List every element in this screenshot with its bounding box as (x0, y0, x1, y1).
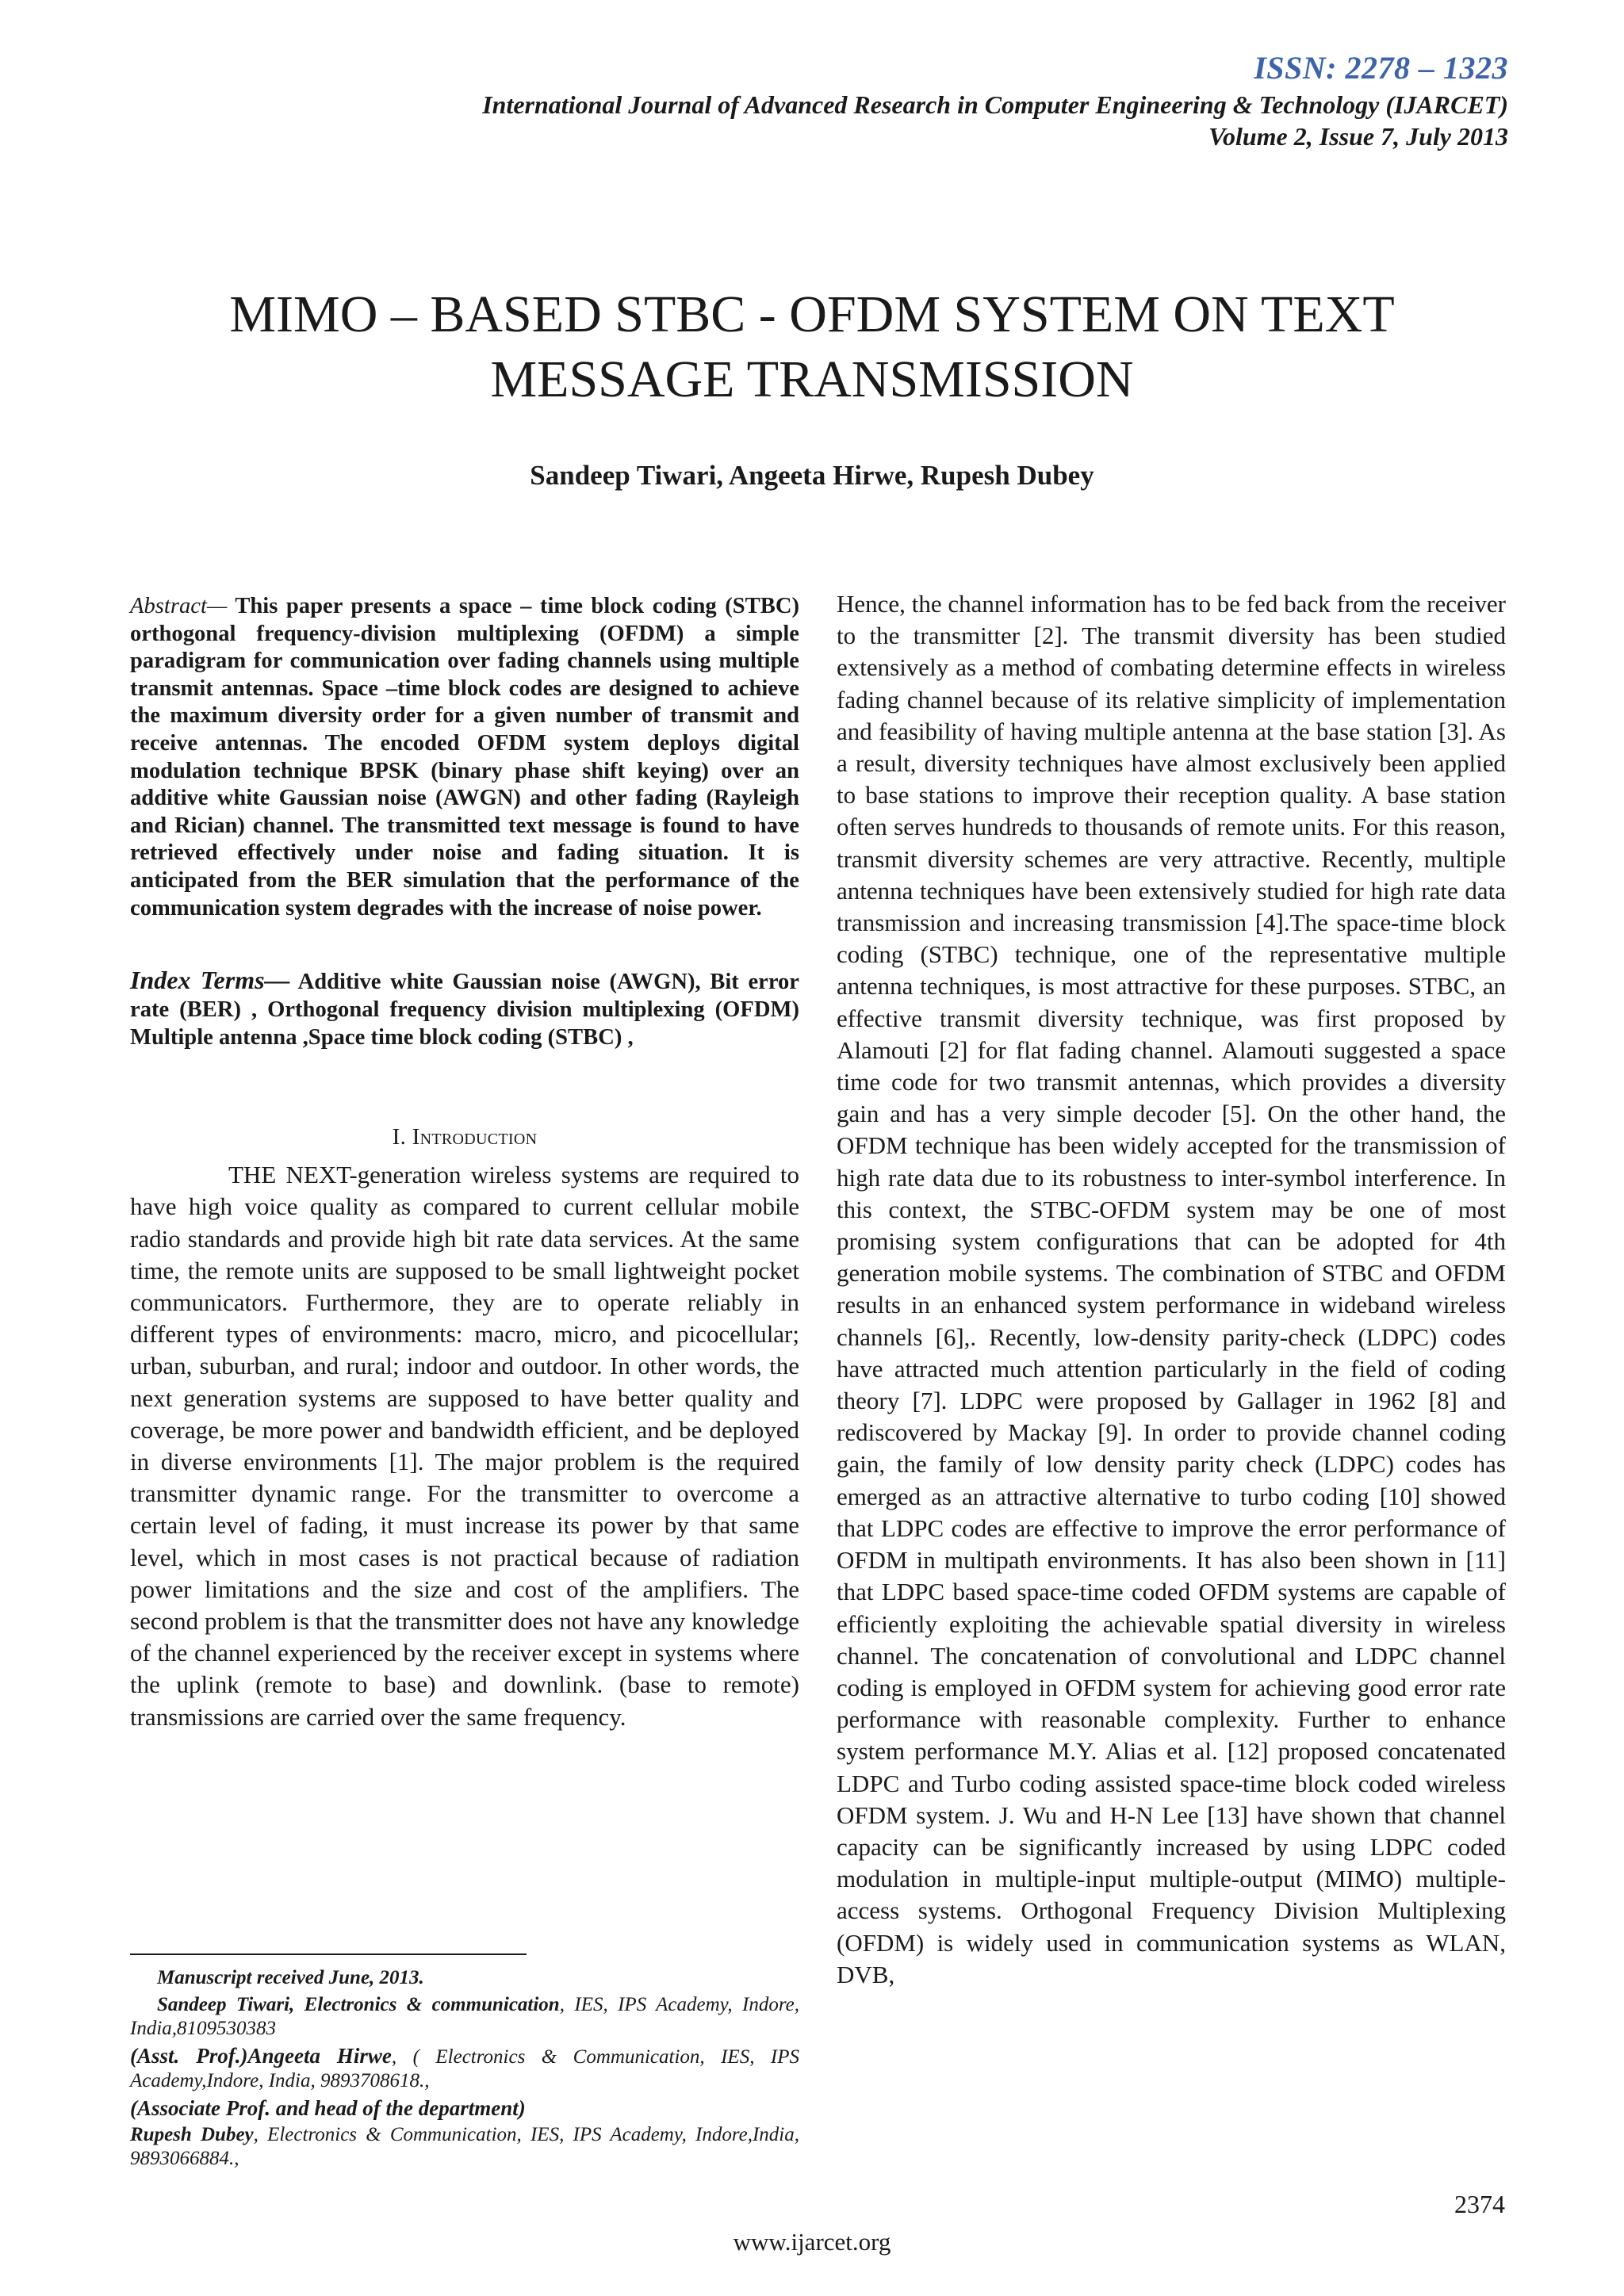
footnote-author-2 (130, 2044, 799, 2093)
header-issn: ISSN: 2278 – 1323 (1254, 50, 1508, 86)
header-journal-name: International Journal of Advanced Research in Computer Engineering & Technology (IJARCET) (482, 90, 1508, 119)
right-column-paragraph: Hence, the channel information has to be fed back from the receiver to the transmitter [2]. The transmit diversity has been studied extensively as a method of combating determine effects in wireless fading channel because of its relative simplicity of implementation and feasibility of having multiple antenna at the base station [3]. As a result, diversity techniques have almost exclusively been applied to base stations to improve their reception quality. A base station often serves hundreds to thousands of remote units. For this reason, transmit diversity schemes are very attractive. Recently, multiple antenna techniques have been extensively studied for high rate data transmission and increasing transmission [4].The space-time block coding (STBC) technique, one of the representative multiple antenna techniques, is most attractive for these purposes. STBC, an effective transmit diversity technique, was first proposed by Alamouti [2] for flat fading channel. Alamouti suggested a space time code for two transmit antennas, which provides a diversity gain and has a very simple decoder [5]. On the other hand, the OFDM technique has been widely accepted for the transmission of high rate data due to its robustness to inter-symbol interference. In this context, the STBC-OFDM system may be one of most promising system configurations that can be adopted for 4th generation mobile systems. The combination of STBC and OFDM results in an enhanced system performance in wideband wireless channels [6],. Recently, low-density parity-check (LDPC) codes have attracted much attention particularly in the field of coding theory [7]. LDPC were proposed by Gallager in 1962 [8] and rediscovered by Mackay [9]. In order to provide channel coding gain, the family of low density parity check (LDPC) codes has emerged as an attractive alternative to turbo coding [10] showed that LDPC codes are effective to improve the error performance of OFDM in multipath environments. It has also been shown in [11] that LDPC based space-time coded OFDM systems are capable of efficiently exploiting the achievable spatial diversity in wireless channel. The concatenation of convolutional and LDPC channel coding is employed in OFDM system for achieving good error rate performance with reasonable complexity. Further to enhance system performance M.Y. Alias et al. [12] proposed concatenated LDPC and Turbo coding assisted space-time block coded wireless OFDM system. J. Wu and H-N Lee [13] have shown that channel capacity can be significantly increased by using LDPC coded modulation in multiple-input multiple-output (MIMO) multiple-access systems. Orthogonal Frequency Division Multiplexing (OFDM) is widely used in communication systems as WLAN, DVB, (837, 590, 1506, 1988)
index-terms-text: Additive white Gaussian noise (AWGN), Bit error rate (BER) , Orthogonal frequency division multiplexing (OFDM) Multiple antenna ,Space time block coding (STBC) , (130, 970, 799, 1050)
introduction-paragraph: THE NEXT-generation wireless systems are required to have high voice quality as compared to current cellular mobile radio standards and provide high bit rate data services. At the same time, the remote units are supposed to be small lightweight pocket communicators. Furthermore, they are to operate reliably in different types of environments: macro, micro, and picocellular; urban, suburban, and rural; indoor and outdoor. In other words, the next generation systems are supposed to have better quality and coverage, be more power and bandwidth efficient, and be deployed in diverse environments [1]. The major problem is the required transmitter dynamic range. For the transmitter to overcome a certain level of fading, it must increase its power by that same level, which in most cases is not practical because of radiation power limitations and the size and cost of the amplifiers. The second problem is that the transmitter does not have any knowledge of the channel experienced by the receiver except in systems where the uplink (remote to base) and downlink. (base to remote) transmissions are carried over the same frequency. (130, 1161, 799, 1731)
index-terms (130, 966, 799, 1051)
paper-title-line-2: MESSAGE TRANSMISSION (490, 350, 1134, 409)
abstract-text: This paper presents a space – time block coding (STBC) orthogonal frequency-division multiplexing (OFDM) a simple paradigram for communication over fading channels using multiple transmit antennas. Space –time block codes are designed to achieve the maximum diversity order for a given number of transmit and receive antennas. The encoded OFDM system deploys digital modulation technique BPSK (binary phase shift keying) over an additive white Gaussian noise (AWGN) and other fading (Rayleigh and Rician) channel. The transmitted text message is found to have retrieved effectively under noise and fading situation. It is anticipated from the BER simulation that the performance of the communication system degrades with the increase of noise power. (130, 594, 799, 920)
footnotes (130, 1966, 799, 2174)
section-title: Introduction (412, 1124, 538, 1150)
author-list: Sandeep Tiwari, Angeeta Hirwe, Rupesh Dubey (530, 460, 1094, 491)
footnote-author-3-role: (Associate Prof. and head of the department) (130, 2096, 526, 2120)
footnote-author-1-name: Sandeep Tiwari, Electronics & communication (157, 1994, 560, 2015)
abstract (130, 593, 799, 922)
section-heading-introduction (130, 1121, 799, 1153)
abstract-label: Abstract— (130, 594, 228, 618)
left-column (130, 593, 799, 1733)
footnote-author-1 (130, 1993, 799, 2041)
footnote-author-3-name: Rupesh Dubey (130, 2124, 254, 2145)
page-number: 2374 (1454, 2190, 1505, 2218)
paper-title (159, 282, 1465, 412)
footnote-divider (130, 1954, 527, 1955)
right-column (837, 590, 1506, 1991)
section-numeral: I. (392, 1124, 407, 1150)
index-terms-label: Index Terms— (130, 966, 290, 995)
footnote-author-2-details: , ( Electronics & Communication, IES, IPS Academy,Indore, India, 9893708618., (130, 2046, 799, 2091)
footnote-author-1-details: , IES, IPS Academy, Indore, India,8109530383 (130, 1994, 799, 2039)
header-volume-issue: Volume 2, Issue 7, July 2013 (1208, 122, 1508, 151)
footnote-author-3-details: , Electronics & Communication, IES, IPS Academy, Indore,India, 9893066884., (130, 2124, 799, 2169)
footnote-author-2-name: (Asst. Prof.)Angeeta Hirwe (130, 2044, 392, 2068)
journal-website: www.ijarcet.org (733, 2228, 891, 2256)
paper-title-line-1: MIMO – BASED STBC - OFDM SYSTEM ON TEXT (229, 285, 1395, 344)
footnote-author-3 (130, 2123, 799, 2171)
footnote-received: Manuscript received June, 2013. (157, 1967, 424, 1988)
